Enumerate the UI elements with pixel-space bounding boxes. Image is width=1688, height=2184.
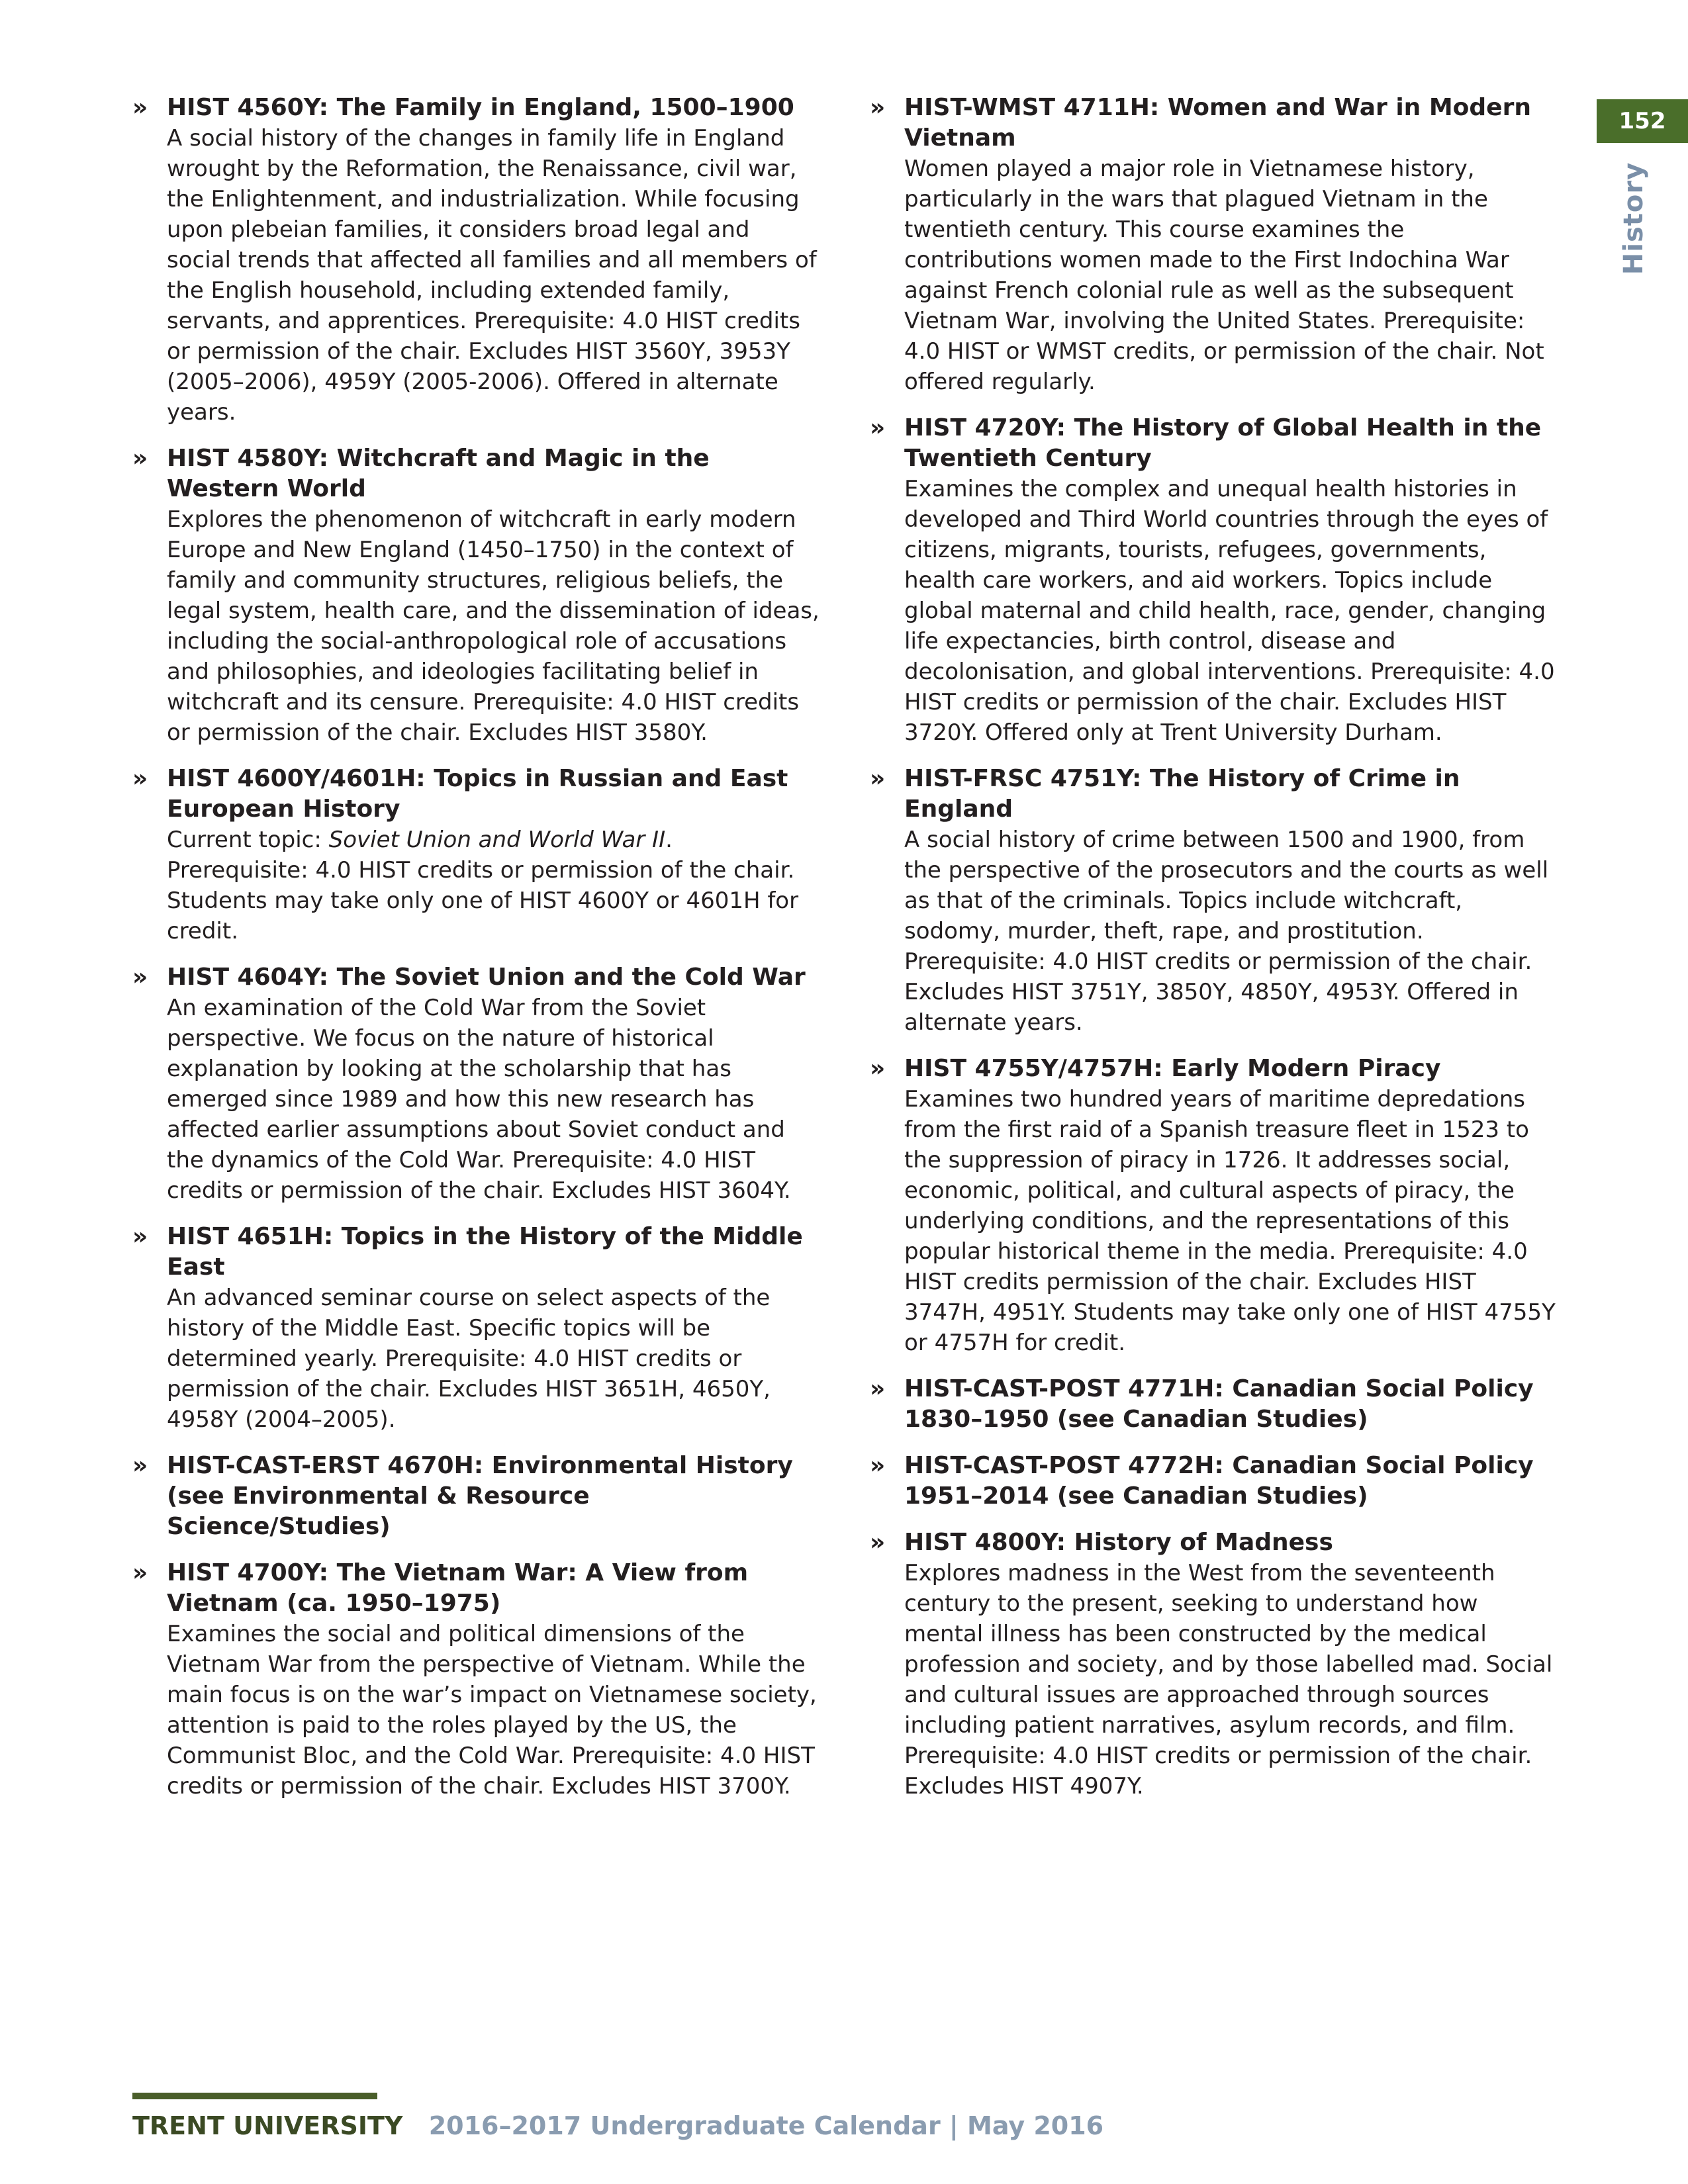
course-description: A social history of crime between 1500 and 1900, from the perspective of the prosecutors and the courts as well as that of the criminals. Topics include witchcraft, sodomy, murder, theft, rape, and prostitution. Prerequisite: 4.0 HIST credits or permission of the chair. Excludes HIST 3751Y, 3850Y, 4850Y, 4953Y. Offered in alternate years. [904, 827, 1549, 1036]
topic-suffix: . [665, 827, 673, 853]
page-number: 152 [1618, 108, 1666, 134]
topic-prefix: Current topic: [167, 827, 329, 853]
course-title: HIST 4651H: Topics in the History of the Middle East [167, 1223, 803, 1281]
bullet-icon: » [870, 1055, 886, 1082]
course-description: Examines two hundred years of maritime depredations from the first raid of a Spanish treasure fleet in 1523 to the suppression of piracy in 1726. It addresses social, economic, political, and cultural aspects of piracy, the underlying conditions, and the representations of this popular historical theme in the media. Prerequisite: 4.0 HIST credits permission of the chair. Excludes HIST 3747H, 4951Y. Students may take only one of HIST 4755Y or 4757H for credit. [904, 1086, 1556, 1356]
course-entry [870, 1054, 1558, 1358]
course-title: HIST 4600Y/4601H: Topics in Russian and East European History [167, 765, 788, 823]
course-title: HIST 4720Y: The History of Global Health in the Twentieth Century [904, 414, 1542, 472]
course-description: Explores madness in the West from the seventeenth century to the present, seeking to understand how mental illness has been constructed by the medical profession and society, and by those labelled mad. Social and cultural issues are approached through sources including patient narratives, asylum records, and film. Prerequisite: 4.0 HIST credits or permission of the chair. Excludes HIST 4907Y. [904, 1560, 1553, 1799]
course-topic-line [167, 825, 821, 855]
page-number-badge [1597, 99, 1688, 143]
bullet-icon: » [870, 765, 886, 792]
course-entry [870, 93, 1558, 397]
course-entry [870, 1374, 1558, 1435]
course-entry [870, 1527, 1558, 1801]
left-column [132, 93, 821, 1817]
course-description: An advanced seminar course on select aspects of the history of the Middle East. Specific topics will be determined yearly. Prerequisite: 4.0 HIST credits or permission of the chair. Excludes HIST 3651H, 4650Y, 4958Y (2004–2005). [167, 1285, 771, 1433]
course-description: A social history of the changes in family life in England wrought by the Reformation, the Renaissance, civil war, the Enlightenment, and industrialization. While focusing upon plebeian families, it considers broad legal and social trends that affected all families and all members of the English household, including extended family, servants, and apprentices. Prerequisite: 4.0 HIST credits or permission of the chair. Excludes HIST 3560Y, 3953Y (2005–2006), 4959Y (2005-2006). Offered in alternate years. [167, 125, 817, 426]
bullet-icon: » [870, 414, 886, 441]
course-entry [132, 764, 821, 946]
course-title: HIST 4800Y: History of Madness [904, 1529, 1333, 1556]
course-title: HIST 4560Y: The Family in England, 1500–1900 [167, 94, 794, 121]
footer [132, 2111, 1103, 2140]
bullet-icon: » [132, 964, 148, 991]
course-description: Women played a major role in Vietnamese history, particularly in the wars that plagued Vietnam in the twentieth century. This course examines the contributions women made to the First Indochina War against French colonial rule as well as the subsequent Vietnam War, involving the United States. Prerequisite: 4.0 HIST or WMST credits, or permission of the chair. Not offered regularly. [904, 156, 1544, 395]
bullet-icon: » [870, 1375, 886, 1402]
course-title: HIST-CAST-ERST 4670H: Environmental History (see Environmental & Resource Science/Studies) [167, 1452, 793, 1540]
course-title: HIST-CAST-POST 4772H: Canadian Social Policy 1951–2014 (see Canadian Studies) [904, 1452, 1534, 1510]
course-entry [870, 413, 1558, 748]
bullet-icon: » [870, 94, 886, 121]
course-title: HIST 4604Y: The Soviet Union and the Cold War [167, 964, 806, 991]
bullet-icon: » [132, 445, 148, 472]
course-entry [132, 443, 821, 748]
footer-rule [132, 2093, 377, 2099]
section-side-label: History [1618, 161, 1649, 275]
course-entry [132, 1558, 821, 1801]
course-description: Prerequisite: 4.0 HIST credits or permission of the chair. Students may take only one of HIST 4600Y or 4601H for credit. [167, 857, 799, 944]
bullet-icon: » [132, 765, 148, 792]
course-description: Explores the phenomenon of witchcraft in early modern Europe and New England (1450–1750) in the context of family and community structures, religious beliefs, the legal system, health care, and the dissemination of ideas, including the social-anthropological role of accusations and philosophies, and ideologies facilitating belief in witchcraft and its censure. Prerequisite: 4.0 HIST credits or permission of the chair. Excludes HIST 3580Y. [167, 506, 820, 746]
course-entry [132, 962, 821, 1206]
bullet-icon: » [132, 1223, 148, 1250]
course-description: Examines the complex and unequal health histories in developed and Third World countries through the eyes of citizens, migrants, tourists, refugees, governments, health care workers, and aid workers. Topics include global maternal and child health, race, gender, changing life expectancies, birth control, disease and decolonisation, and global interventions. Prerequisite: 4.0 HIST credits or permission of the chair. Excludes HIST 3720Y. Offered only at Trent University Durham. [904, 476, 1555, 746]
current-topic: Soviet Union and World War II [328, 827, 666, 853]
course-description: Examines the social and political dimensions of the Vietnam War from the perspective of Vietnam. While the main focus is on the war’s impact on Vietnamese society, attention is paid to the roles played by the US, the Communist Bloc, and the Cold War. Prerequisite: 4.0 HIST credits or permission of the chair. Excludes HIST 3700Y. [167, 1621, 817, 1799]
course-title: HIST-WMST 4711H: Women and War in Modern Vietnam [904, 94, 1531, 152]
bullet-icon: » [870, 1529, 886, 1556]
course-entry [870, 764, 1558, 1038]
course-description: An examination of the Cold War from the Soviet perspective. We focus on the nature of historical explanation by looking at the scholarship that has emerged since 1989 and how this new research has affected earlier assumptions about Soviet conduct and the dynamics of the Cold War. Prerequisite: 4.0 HIST credits or permission of the chair. Excludes HIST 3604Y. [167, 995, 791, 1204]
course-entry [132, 1451, 821, 1542]
bullet-icon: » [132, 1559, 148, 1586]
bullet-icon: » [132, 94, 148, 121]
course-title: HIST 4700Y: The Vietnam War: A View from Vietnam (ca. 1950–1975) [167, 1559, 749, 1617]
footer-calendar: 2016–2017 Undergraduate Calendar | May 2016 [428, 2111, 1104, 2140]
course-title: HIST 4755Y/4757H: Early Modern Piracy [904, 1055, 1441, 1082]
course-title: HIST-FRSC 4751Y: The History of Crime in England [904, 765, 1460, 823]
course-entry [132, 1222, 821, 1435]
bullet-icon: » [132, 1452, 148, 1479]
footer-university: TRENT UNIVERSITY [132, 2111, 403, 2140]
course-title: HIST-CAST-POST 4771H: Canadian Social Policy 1830–1950 (see Canadian Studies) [904, 1375, 1534, 1433]
course-title: HIST 4580Y: Witchcraft and Magic in the Western World [167, 445, 710, 502]
bullet-icon: » [870, 1452, 886, 1479]
right-column [870, 93, 1558, 1817]
course-entry [132, 93, 821, 428]
course-entry [870, 1451, 1558, 1512]
